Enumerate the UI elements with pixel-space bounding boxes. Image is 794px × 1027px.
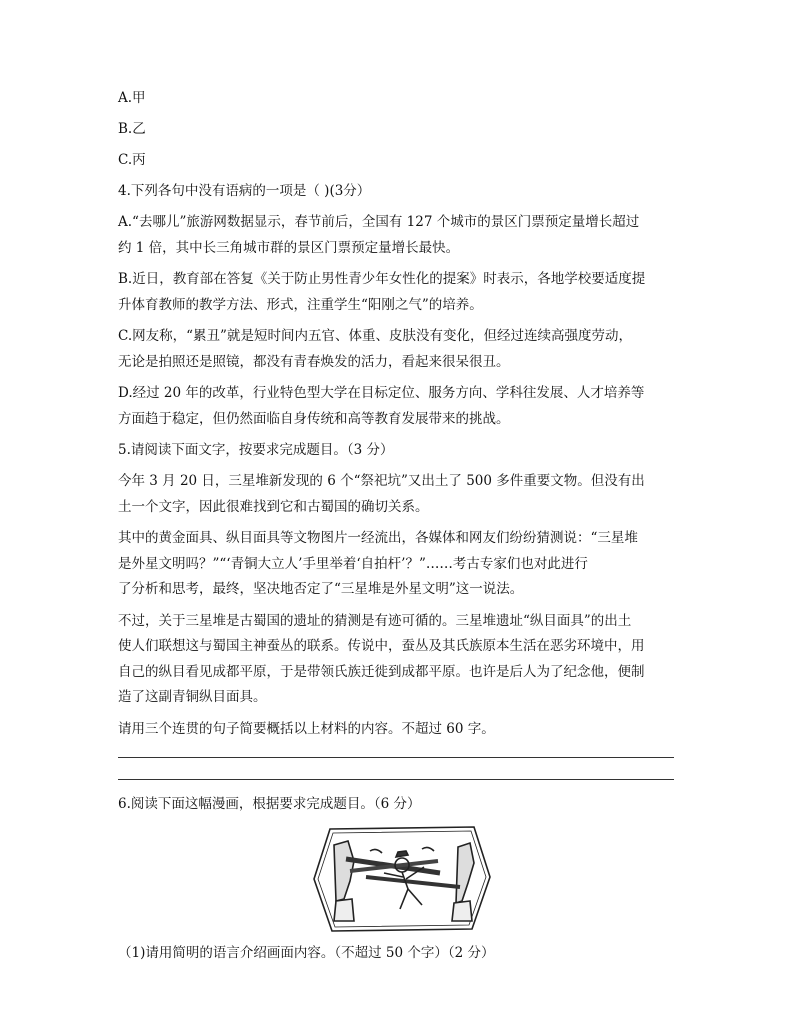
q4-b-line-1: B.近日，教育部在答复《关于防止男性青少年女性化的提案》时表示，各地学校要适度提 [118,271,646,287]
q5-paragraph-2 [118,526,674,603]
option-c: C.丙 [118,152,146,168]
q5-p2-line-2: 是外星文明吗？”“‘青铜大立人’手里举着‘自拍杆’？”……考古专家们也对此进行 [118,555,588,572]
cartoon-frame [130,821,674,937]
q4-d-line-2: 方面趋于稳定，但仍然面临自身传统和高等教育发展带来的挑战。 [118,410,510,427]
q5-paragraph-1 [118,469,674,520]
q5-p2-line-3: 了分析和思考，最终，坚决地否定了“三星堆是外星文明”这一说法。 [118,581,524,597]
q4-stem: 4.下列各句中没有语病的一项是（ )(3分） [118,183,371,199]
q5-p3-line-4: 造了这副青铜纵目面具。 [118,689,267,705]
q5-p3-line-2: 使人们联想这与蜀国主神蚕丛的联系。传说中，蚕丛及其氏族原本生活在恶劣环境中，用 [118,638,645,654]
q5-p1-line-2: 土一个文字，因此很难找到它和古蜀国的确切关系。 [118,498,429,515]
q4-c-line-2: 无论是拍照还是照镜，都没有青春焕发的活力，看起来很呆很丑。 [118,353,510,370]
exam-page [118,86,674,966]
q5-paragraph-3 [118,609,674,711]
q6-stem: 6.阅读下面这幅漫画，根据要求完成题目。（6 分） [118,795,421,812]
q5-p3-line-3: 自己的纵目看见成都平原，于是带领氏族迁徙到成都平原。也许是后人为了纪念他，便制 [118,663,645,680]
q4-a-line-1: A.“去哪儿”旅游网数据显示，春节前后，全国有 127 个城市的景区门票预定量增长超过 [118,214,640,230]
q4-d-line-1: D.经过 20 年的改革，行业特色型大学在目标定位、服务方向、学科往发展、人才培养等 [118,385,645,401]
q4-b-line-2: 升体育教师的教学方法、形式，注重学生“阳刚之气”的培养。 [118,296,483,313]
q4-option-a [118,210,674,261]
option-b: B.乙 [118,121,146,137]
q5-task: 请用三个连贯的句子简要概括以上材料的内容。不超过 60 字。 [118,720,495,737]
q6-subquestion-1: （1)请用简明的语言介绍画面内容。（不超过 50 个字）（2 分） [118,944,495,961]
q4-option-b [118,267,674,318]
q5-stem: 5.请阅读下面文字，按要求完成题目。（3 分） [118,442,394,458]
q5-p1-line-1: 今年 3 月 20 日，三星堆新发现的 6 个“祭祀坑”又出土了 500 多件重要文物。但没有出 [118,473,645,489]
q4-a-line-2: 约 1 倍，其中长三角城市群的景区门票预定量增长最快。 [118,239,460,256]
q4-c-line-1: C.网友称，“累丑”就是短时间内五官、体重、皮肤没有变化，但经过连续高强度劳动， [118,328,632,344]
q5-p2-line-1: 其中的黄金面具、纵目面具等文物图片一经流出，各媒体和网友们纷纷猜测说：“三星堆 [118,530,638,546]
q4-option-c [118,324,674,375]
q5-p3-line-1: 不过，关于三星堆是古蜀国的遗址的猜测是有迹可循的。三星堆遗址“纵目面具”的出土 [118,612,632,629]
cartoon-image [310,821,494,937]
q4-option-d [118,381,674,432]
option-a: A.甲 [118,90,146,106]
